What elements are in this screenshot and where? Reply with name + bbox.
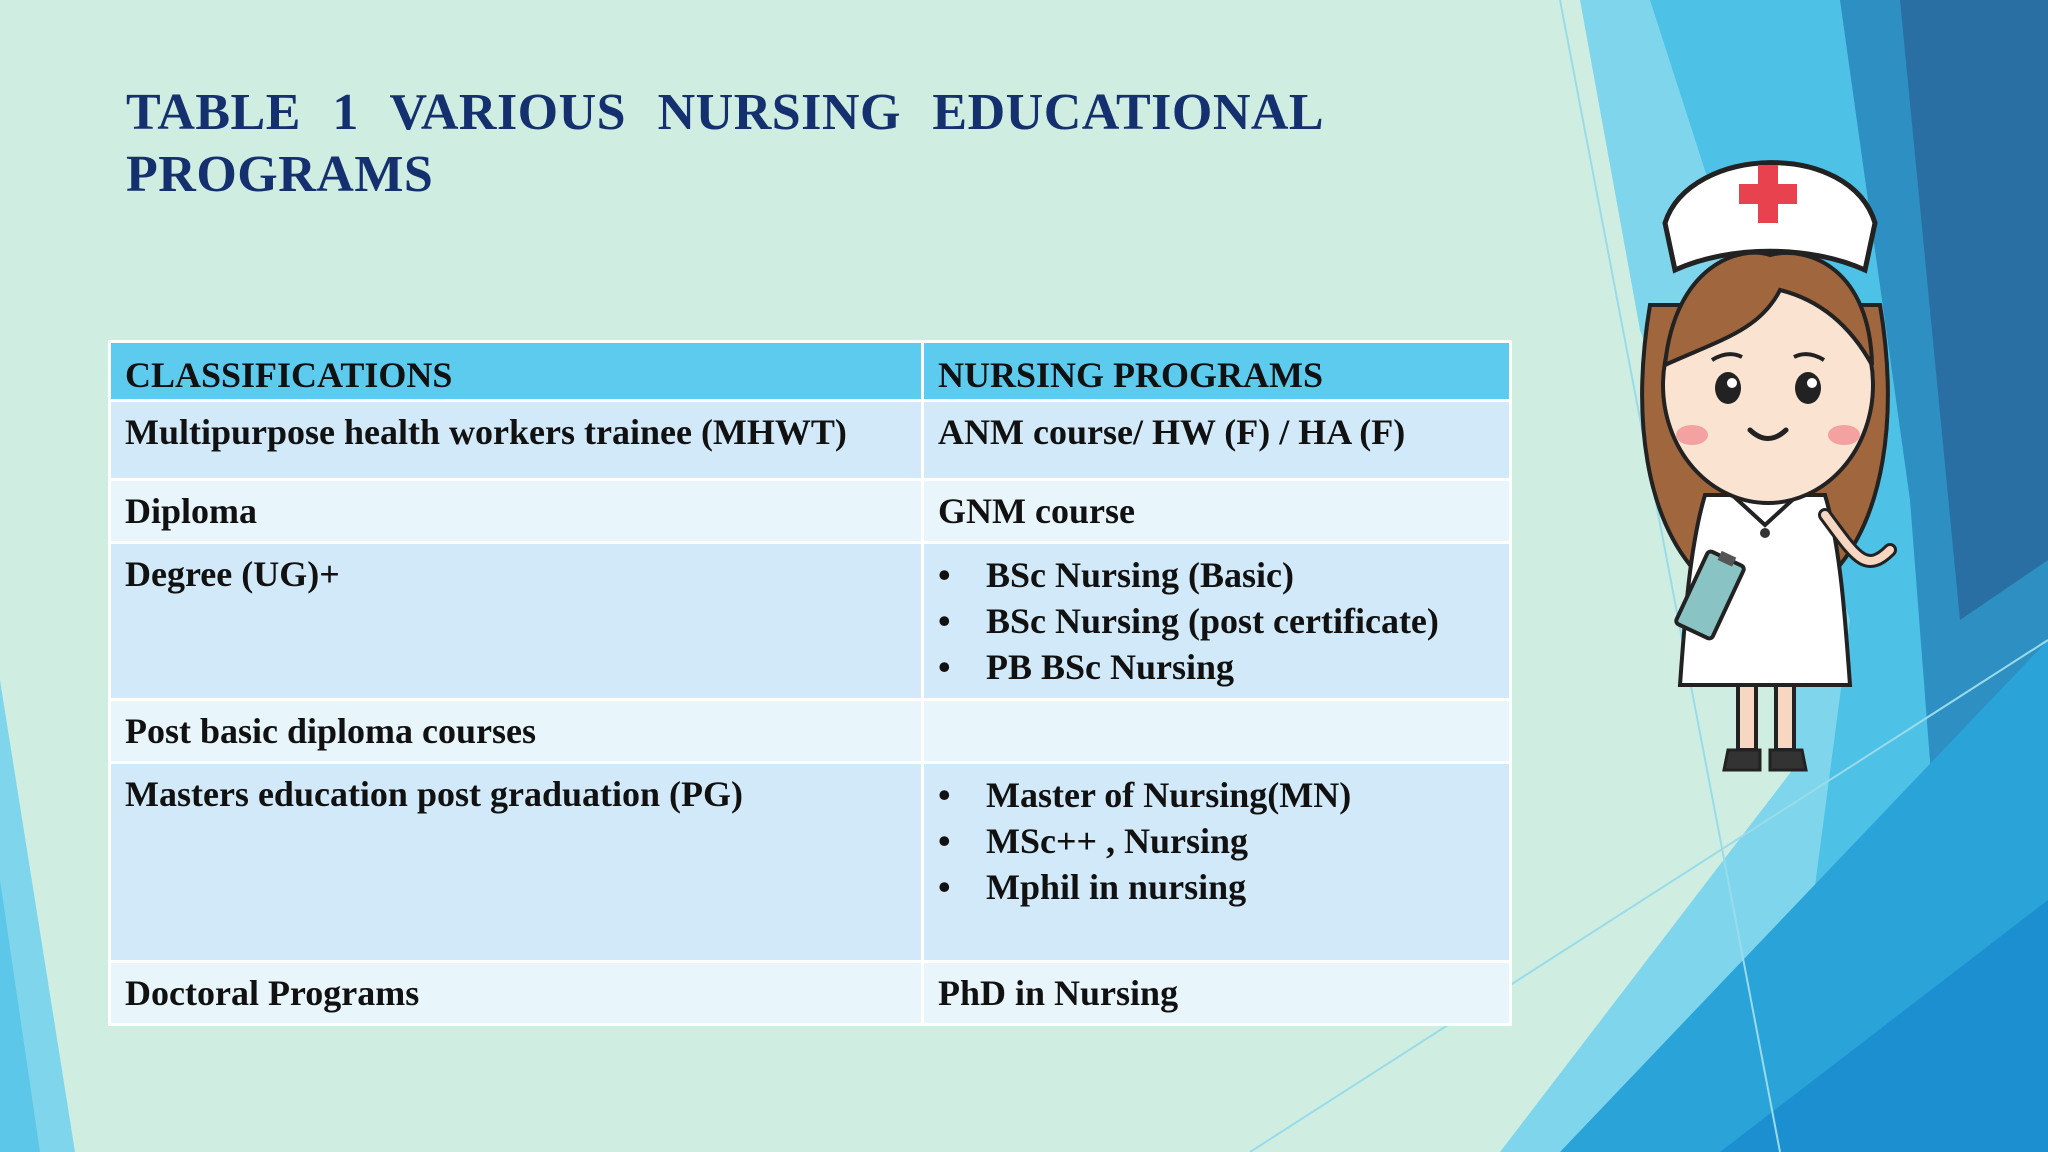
- program-cell: [923, 763, 1511, 962]
- header-classifications: CLASSIFICATIONS: [110, 342, 923, 401]
- program-cell: [923, 543, 1511, 700]
- classification-cell: Diploma: [110, 480, 923, 543]
- table-row: [110, 962, 1511, 1025]
- classification-cell: Degree (UG)+: [110, 543, 923, 700]
- table-header-row: [110, 342, 1511, 401]
- page-title: TABLE 1 VARIOUS NURSING EDUCATIONAL PROGRAMS: [126, 84, 1322, 203]
- header-nursing-programs: NURSING PROGRAMS: [923, 342, 1511, 401]
- programs-table: [108, 340, 1512, 1026]
- program-list: [938, 552, 1495, 690]
- list-item: • PB BSc Nursing: [938, 644, 1495, 690]
- list-item: • MSc++ , Nursing: [938, 818, 1495, 864]
- classification-cell: Masters education post graduation (PG): [110, 763, 923, 962]
- nurse-illustration: [1620, 95, 1910, 785]
- program-cell: GNM course: [923, 480, 1511, 543]
- table-row: [110, 543, 1511, 700]
- classification-cell: Multipurpose health workers trainee (MHWT): [110, 401, 923, 480]
- table-row: [110, 763, 1511, 962]
- program-cell: [923, 700, 1511, 763]
- table-row: [110, 480, 1511, 543]
- program-list: [938, 772, 1495, 910]
- list-item: • BSc Nursing (post certificate): [938, 598, 1495, 644]
- program-cell: PhD in Nursing: [923, 962, 1511, 1025]
- classification-cell: Doctoral Programs: [110, 962, 923, 1025]
- list-item: • BSc Nursing (Basic): [938, 552, 1495, 598]
- program-cell: ANM course/ HW (F) / HA (F): [923, 401, 1511, 480]
- list-item: • Master of Nursing(MN): [938, 772, 1495, 818]
- table-row: [110, 401, 1511, 480]
- list-item: • Mphil in nursing: [938, 864, 1495, 910]
- table-row: [110, 700, 1511, 763]
- classification-cell: Post basic diploma courses: [110, 700, 923, 763]
